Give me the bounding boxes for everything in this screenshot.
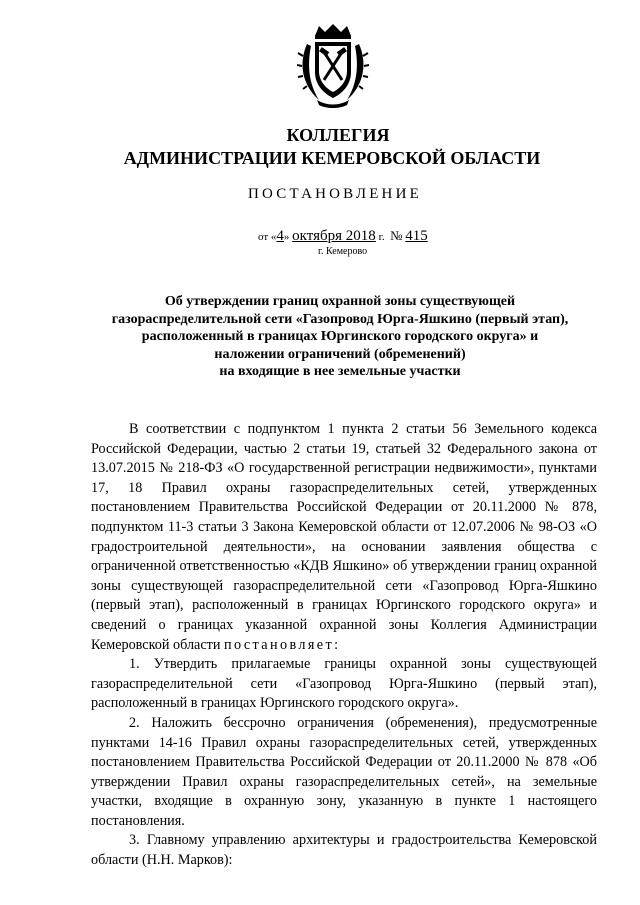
document-title [90,293,590,381]
number-label: № [390,228,403,243]
coat-of-arms-icon [297,22,369,108]
document-body [91,420,597,871]
title-line: газораспределительной сети «Газопровод Юрга-Яшкино (первый этап), [111,311,569,327]
date-year-suffix: г. [378,231,385,243]
item-1-paragraph: 1. Утвердить прилагаемые границы охранной зоны существующей газораспределительной сети «Газопровод Юрга-Яшкино (первый этап), расположенный в границах Юргинского городского округа». [91,656,597,712]
item-2-paragraph: 2. Наложить бессрочно ограничения (обременения), предусмотренные пунктами 14-16 Правил охраны газораспределительных сетей, утвержденных постановлением Правительства Российской Федерации от 20.11.2000 № 878 «Об утверждении Правил охраны газораспределительных сетей», на земельные участки, входящие в охранную зону, указанную в пункте 1 настоящего постановления. [91,714,597,829]
date-month-year: октября 2018 [292,228,376,244]
preamble-paragraph [91,420,597,655]
date-day: 4 [276,228,284,244]
resolves-text: постановляет: [223,636,341,653]
title-line: Об утверждении границ охранной зоны существующей [164,294,516,309]
title-line: на входящие в нее земельные участки [219,364,461,379]
document-type: ПОСТАНОВЛЕНИЕ [248,186,422,202]
document-number: 415 [405,228,428,244]
date-prefix: от « [258,231,277,243]
title-line: расположенный в границах Юргинского городского округа» и [141,329,539,344]
title-line: наложении ограничений (обременений) [214,346,466,362]
date-mid: » [283,231,290,243]
item-3-paragraph: 3. Главному управлению архитектуры и градостроительства Кемеровской области (Н.Н. Марков): [91,832,597,869]
date-number-line [258,228,428,245]
org-name-line2: АДМИНИСТРАЦИИ КЕМЕРОВСКОЙ ОБЛАСТИ [123,148,541,168]
org-name-line1: КОЛЛЕГИЯ [286,125,390,145]
preamble-text: В соответствии с подпунктом 1 пункта 2 статьи 56 Земельного кодекса Российской Федерации, частью 2 статьи 19, статьей 32 Федерального закона от 13.07.2015 № 218-ФЗ «О государственной регистрации недвижимости», пунктами 17, 18 Правил охраны газораспределительных сетей, утвержденных постановлением Правительства Российской Федерации от 20.11.2000 № 878, подпунктом 11-3 статьи 3 Закона Кемеровской области от 12.07.2006 № 98-ОЗ «О градостроительной деятельности», на основании заявления общества с ограниченной ответственностью «КДВ Яшкино» об утверждении границ охранной зоны существующей газораспределительной сети «Газопровод Юрга-Яшкино (первый этап), расположенный в границах Юргинского городского округа» и сведений о границах указанной охранной зоны Коллегия Администрации Кемеровской области [91,421,597,653]
city: г. Кемерово [318,246,368,257]
